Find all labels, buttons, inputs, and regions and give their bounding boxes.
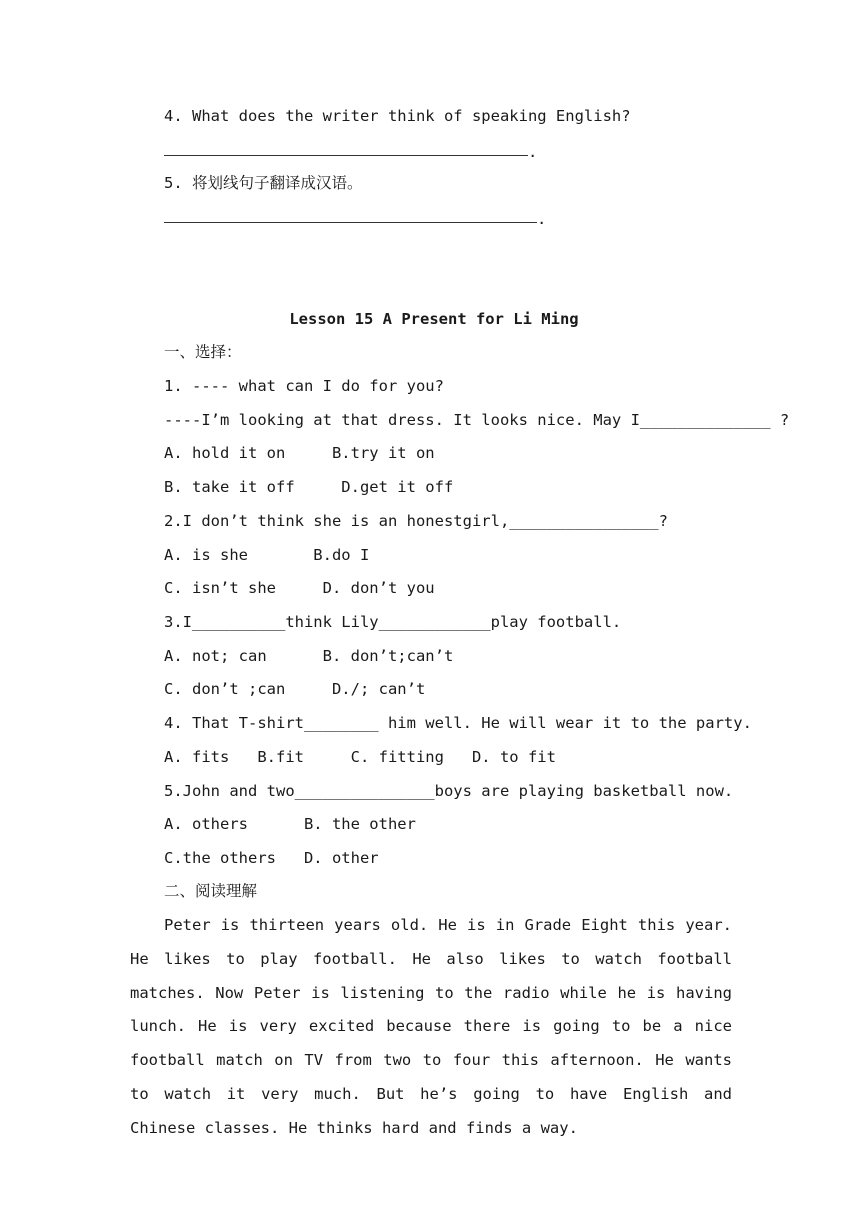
s1-line-13: A. others B. the other xyxy=(164,815,416,833)
s1-line-3: B. take it off D.get it off xyxy=(164,478,454,496)
s1-line-1: ----I’m looking at that dress. It looks nice. May I______________ ? xyxy=(164,411,790,429)
s1-line-4: 2.I don’t think she is an honestgirl,________________? xyxy=(164,512,668,530)
reading-paragraph: Peter is thirteen years old. He is in Grade Eight this year. He likes to play football. He also likes to watch football matches. Now Peter is listening to the radio while he is having lunch. He is very excited because there is going to be a nice football match on TV from two to four this afternoon. He wants to watch it very much. But he’s going to have English and Chinese classes. He thinks hard and finds a way. xyxy=(130,916,732,1137)
s1-line-8: A. not; can B. don’t;can’t xyxy=(164,647,454,665)
s1-line-11: A. fits B.fit C. fitting D. to fit xyxy=(164,748,556,766)
s1-line-14: C.the others D. other xyxy=(164,849,379,867)
s1-line-9: C. don’t ;can D./; can’t xyxy=(164,680,426,698)
s1-line-6: C. isn’t she D. don’t you xyxy=(164,579,435,597)
answer-line-5-period: . xyxy=(537,210,547,228)
lesson-title: Lesson 15 A Present for Li Ming xyxy=(289,310,579,328)
answer-line-5 xyxy=(164,222,537,223)
question-5: 5. 将划线句子翻译成汉语。 xyxy=(164,174,363,192)
s1-line-12: 5.John and two_______________boys are playing basketball now. xyxy=(164,782,734,800)
s1-line-2: A. hold it on B.try it on xyxy=(164,444,435,462)
section2-heading: 二、阅读理解 xyxy=(164,882,258,900)
question-4: 4. What does the writer think of speaking English? xyxy=(164,107,631,125)
answer-line-4 xyxy=(164,155,528,156)
s1-line-7: 3.I__________think Lily____________play football. xyxy=(164,613,622,631)
answer-line-4-period: . xyxy=(528,143,538,161)
s1-line-5: A. is she B.do I xyxy=(164,546,370,564)
section1-heading: 一、选择： xyxy=(164,343,242,361)
s1-line-10: 4. That T-shirt________ him well. He will wear it to the party. xyxy=(164,714,752,732)
s1-line-0: 1. ---- what can I do for you? xyxy=(164,377,444,395)
